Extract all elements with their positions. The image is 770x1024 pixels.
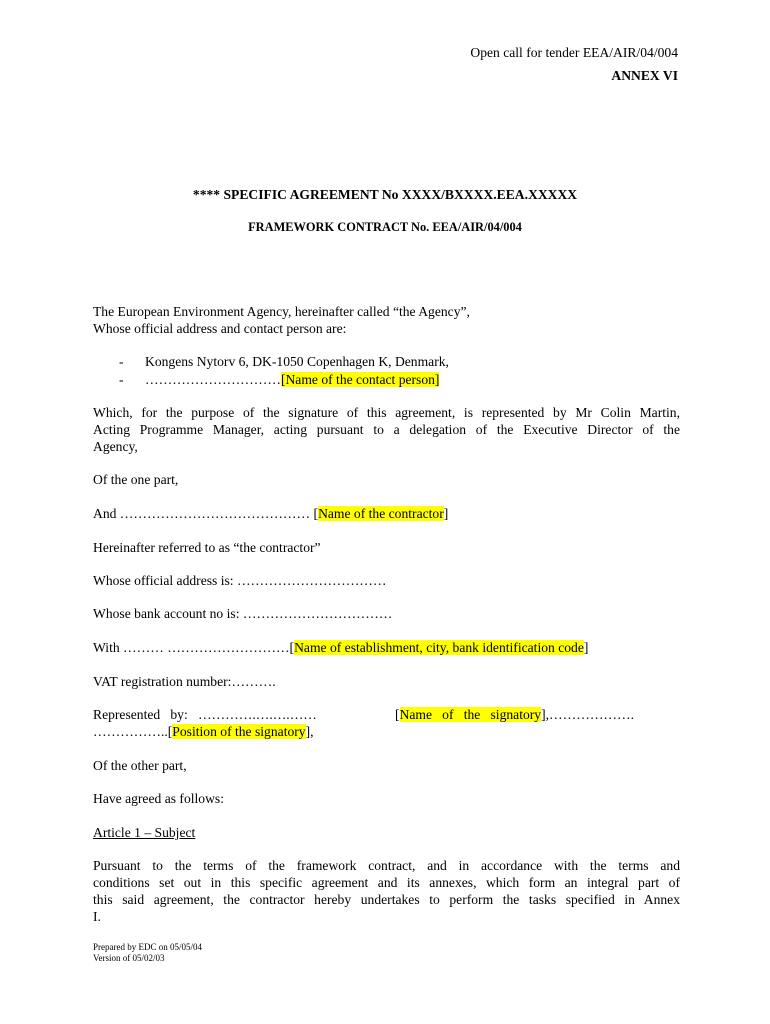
establishment-prefix: With ……… ………………………[ <box>93 640 295 655</box>
article-line-4: I. <box>93 909 101 924</box>
article-line-1: Pursuant to the terms of the framework contract, and in accordance with the terms and <box>93 858 680 873</box>
article-line-2: conditions set out in this specific agreement and its annexes, which form an integral part of <box>93 875 680 890</box>
signatory-name-placeholder: Name of the signatory <box>399 707 542 722</box>
signatory-position-line <box>93 723 314 740</box>
contact-person-line <box>145 371 439 388</box>
one-part-text: Of the one part, <box>93 472 179 487</box>
establishment-suffix: ] <box>583 640 589 655</box>
other-part-text: Of the other part, <box>93 758 187 773</box>
hereinafter-text: Hereinafter referred to as “the contractor” <box>93 540 321 555</box>
position-tail: ], <box>305 724 314 739</box>
list-bullet-1: - <box>119 354 124 369</box>
vat-line: VAT registration number:………. <box>93 674 276 689</box>
agreement-title: **** SPECIFIC AGREEMENT No XXXX/BXXXX.EEA.XXXXX <box>192 187 578 202</box>
signatory-open: [ <box>395 707 400 722</box>
agreed-text: Have agreed as follows: <box>93 791 224 806</box>
representation-line-1: Which, for the purpose of the signature of this agreement, is represented by Mr Colin Martin, <box>93 405 680 420</box>
contractor-suffix: ] <box>443 506 449 521</box>
agency-address: Kongens Nytorv 6, DK-1050 Copenhagen K, Denmark, <box>145 354 449 369</box>
article-1-heading: Article 1 – Subject <box>93 825 196 840</box>
contractor-line <box>93 505 448 522</box>
list-bullet-2: - <box>119 372 124 387</box>
version-footer: Version of 05/02/03 <box>93 953 165 963</box>
contact-person-placeholder: [Name of the contact person] <box>280 372 440 387</box>
framework-contract-title: FRAMEWORK CONTRACT No. EEA/AIR/04/004 <box>248 220 522 234</box>
representation-line-3: Agency, <box>93 439 138 454</box>
contractor-name-placeholder: Name of the contractor <box>318 506 444 521</box>
contractor-prefix: And …………………………………… [ <box>93 506 319 521</box>
intro-line-2: Whose official address and contact person are: <box>93 321 347 336</box>
bank-account-line: Whose bank account no is: …………………………… <box>93 606 393 621</box>
representation-line-2: Acting Programme Manager, acting pursuant to a delegation of the Executive Director of the <box>93 422 680 437</box>
annex-label: ANNEX VI <box>611 68 678 83</box>
establishment-placeholder: Name of establishment, city, bank identification code <box>294 640 584 655</box>
represented-by-label: Represented by: ………….….….…… <box>93 707 317 722</box>
prepared-by-footer: Prepared by EDC on 05/05/04 <box>93 942 202 952</box>
signatory-position-placeholder: Position of the signatory <box>172 724 306 739</box>
signatory-tail: ],………………. <box>541 707 634 722</box>
official-address-line: Whose official address is: …………………………… <box>93 573 387 588</box>
intro-line-1: The European Environment Agency, hereinafter called “the Agency”, <box>93 304 470 319</box>
tender-reference: Open call for tender EEA/AIR/04/004 <box>470 45 678 60</box>
signatory-line <box>395 706 634 723</box>
position-dots: ……………..[ <box>93 724 173 739</box>
bank-establishment-line <box>93 639 588 656</box>
contact-person-dots: ………………………… <box>145 372 281 387</box>
article-line-3: this said agreement, the contractor hereby undertakes to perform the tasks specified in Annex <box>93 892 680 907</box>
